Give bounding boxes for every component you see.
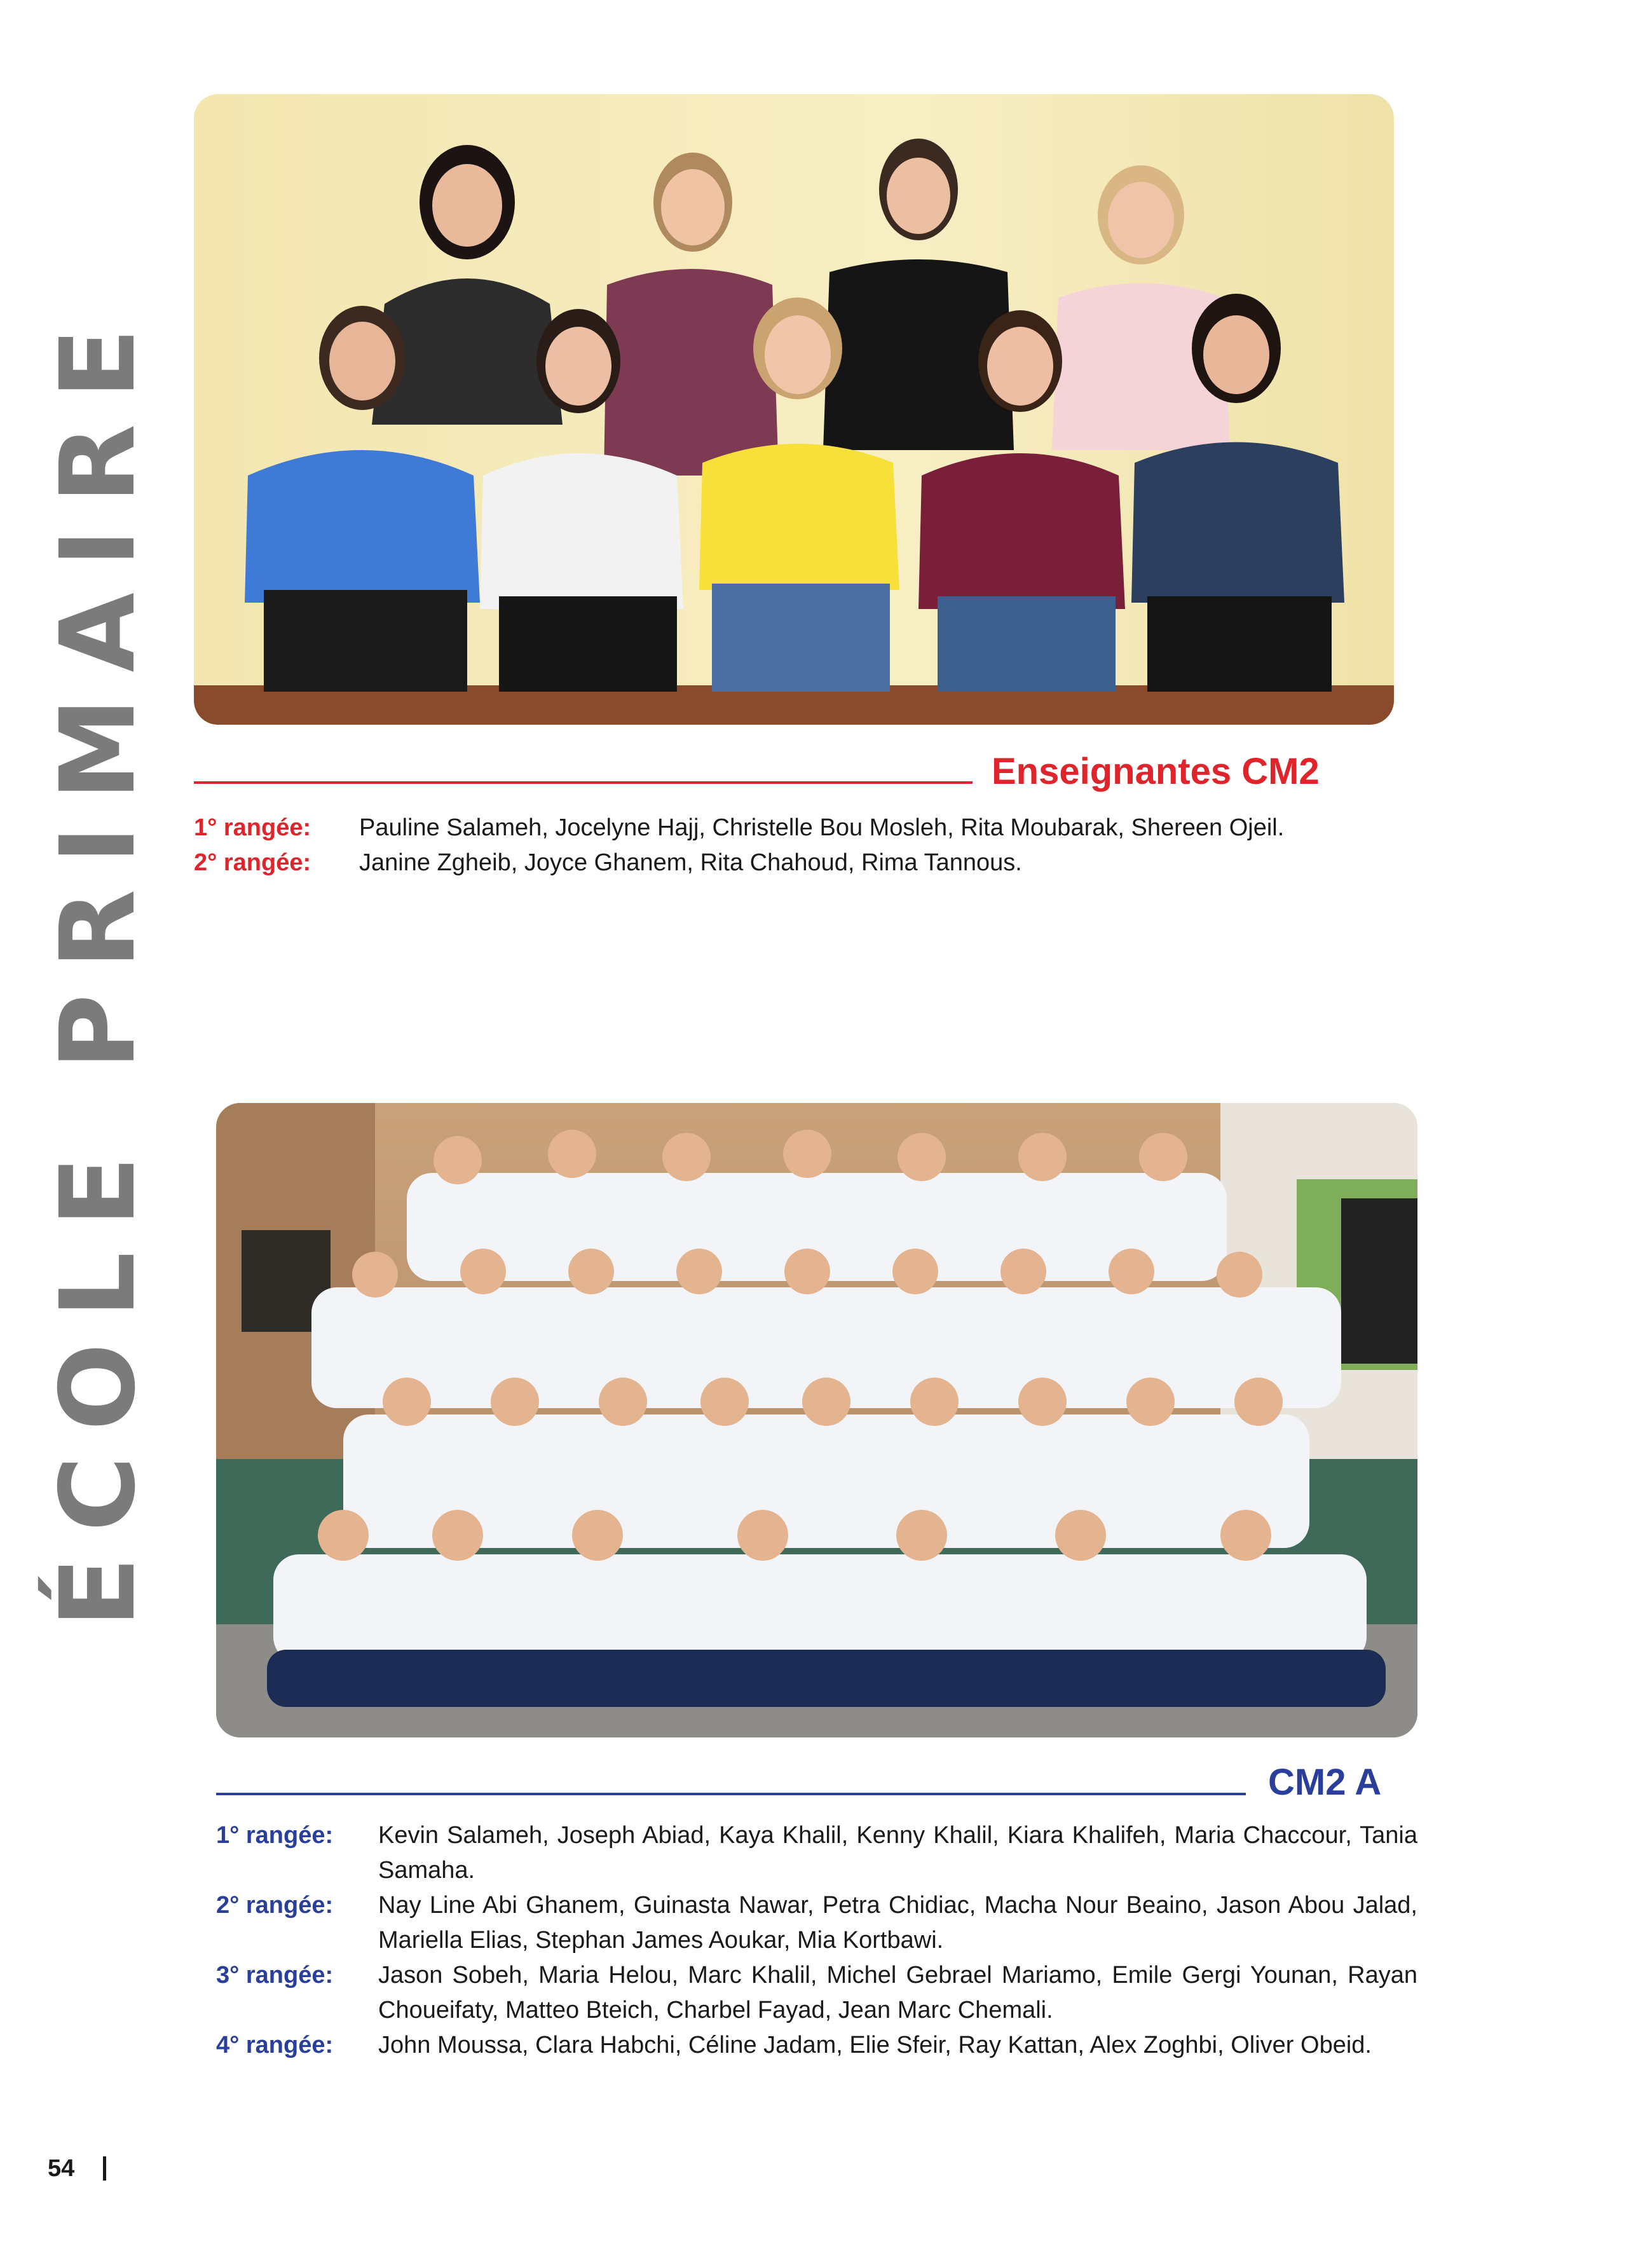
teachers-title-rule	[194, 781, 973, 784]
row-label: 3° rangée:	[216, 1962, 334, 1989]
class-caption	[216, 1818, 1417, 2063]
row-label: 4° rangée:	[216, 2032, 334, 2058]
page-number: 54	[48, 2155, 75, 2182]
row-names: Janine Zgheib, Joyce Ghanem, Rita Chahoud, Rima Tannous.	[359, 849, 1022, 876]
row-names: Jason Sobeh, Maria Helou, Marc Khalil, Michel Gebrael Mariamo, Emile Gergi Younan, Rayan Choueifaty, Matteo Bteich, Charbel Fayad, Jean Marc Chemali.	[378, 1962, 1417, 2024]
page-number-divider	[103, 2156, 106, 2181]
row-label: 2° rangée:	[194, 849, 311, 876]
row-names: Pauline Salameh, Jocelyne Hajj, Christelle Bou Mosleh, Rita Moubarak, Shereen Ojeil.	[359, 814, 1285, 841]
row-label: 1° rangée:	[194, 814, 311, 841]
teachers-group-photo	[194, 94, 1394, 725]
caption-row	[216, 2028, 1417, 2063]
class-section-title: CM2 A	[1268, 1762, 1382, 1803]
caption-row	[194, 811, 1402, 846]
caption-row	[216, 1818, 1417, 1888]
class-title-rule	[216, 1793, 1246, 1795]
teachers-caption	[194, 811, 1402, 880]
class-group-photo	[216, 1103, 1417, 1737]
caption-row	[216, 1958, 1417, 2028]
row-names: John Moussa, Clara Habchi, Céline Jadam, Elie Sfeir, Ray Kattan, Alex Zoghbi, Oliver Obeid.	[378, 2032, 1372, 2058]
section-vertical-title: ÉCOLE PRIMAIRE	[39, 303, 158, 1627]
row-names: Kevin Salameh, Joseph Abiad, Kaya Khalil, Kenny Khalil, Kiara Khalifeh, Maria Chaccour, Tania Samaha.	[378, 1822, 1417, 1884]
row-label: 1° rangée:	[216, 1822, 334, 1849]
caption-row	[216, 1888, 1417, 1958]
row-label: 2° rangée:	[216, 1892, 334, 1919]
caption-row	[194, 846, 1402, 880]
teachers-section-title: Enseignantes CM2	[992, 751, 1320, 792]
row-names: Nay Line Abi Ghanem, Guinasta Nawar, Petra Chidiac, Macha Nour Beaino, Jason Abou Jalad, Mariella Elias, Stephan James Aoukar, Mia Kortbawi.	[378, 1892, 1417, 1954]
